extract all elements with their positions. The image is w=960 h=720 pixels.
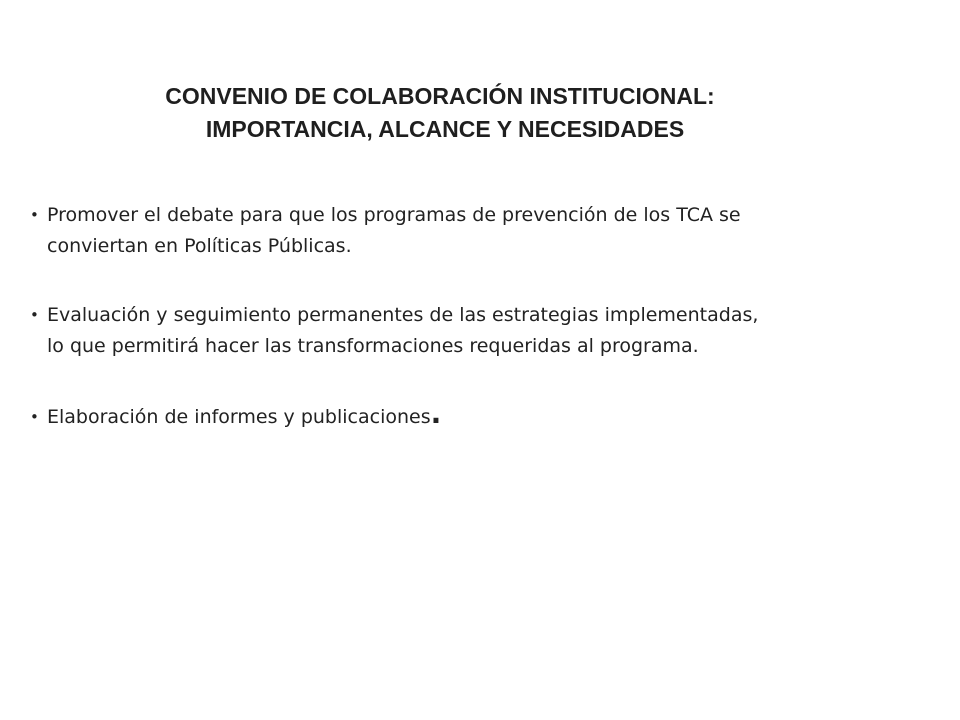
- bullet-text-line-1: Promover el debate para que los programas de prevención de los TCA se: [47, 204, 741, 226]
- title-line-2: IMPORTANCIA, ALCANCE Y NECESIDADES: [205, 116, 685, 142]
- bullet-marker-icon: •: [30, 206, 39, 224]
- bullet-text-line-1: Evaluación y seguimiento permanentes de las estrategias implementadas,: [47, 304, 759, 326]
- bullet-marker-icon: •: [30, 408, 39, 426]
- bullet-trailing-period: .: [430, 397, 442, 430]
- slide-title: [40, 80, 840, 146]
- bullet-list: [22, 200, 862, 433]
- bullet-item: [22, 397, 862, 433]
- bullet-text-line-2: conviertan en Políticas Públicas.: [47, 235, 352, 257]
- bullet-item: [22, 200, 862, 262]
- bullet-text-line-2: lo que permitirá hacer las transformaciones requeridas al programa.: [47, 335, 699, 357]
- bullet-item: [22, 300, 862, 362]
- title-line-1: CONVENIO DE COLABORACIÓN INSTITUCIONAL:: [165, 83, 715, 109]
- bullet-text: Elaboración de informes y publicaciones: [47, 406, 431, 428]
- bullet-marker-icon: •: [30, 306, 39, 324]
